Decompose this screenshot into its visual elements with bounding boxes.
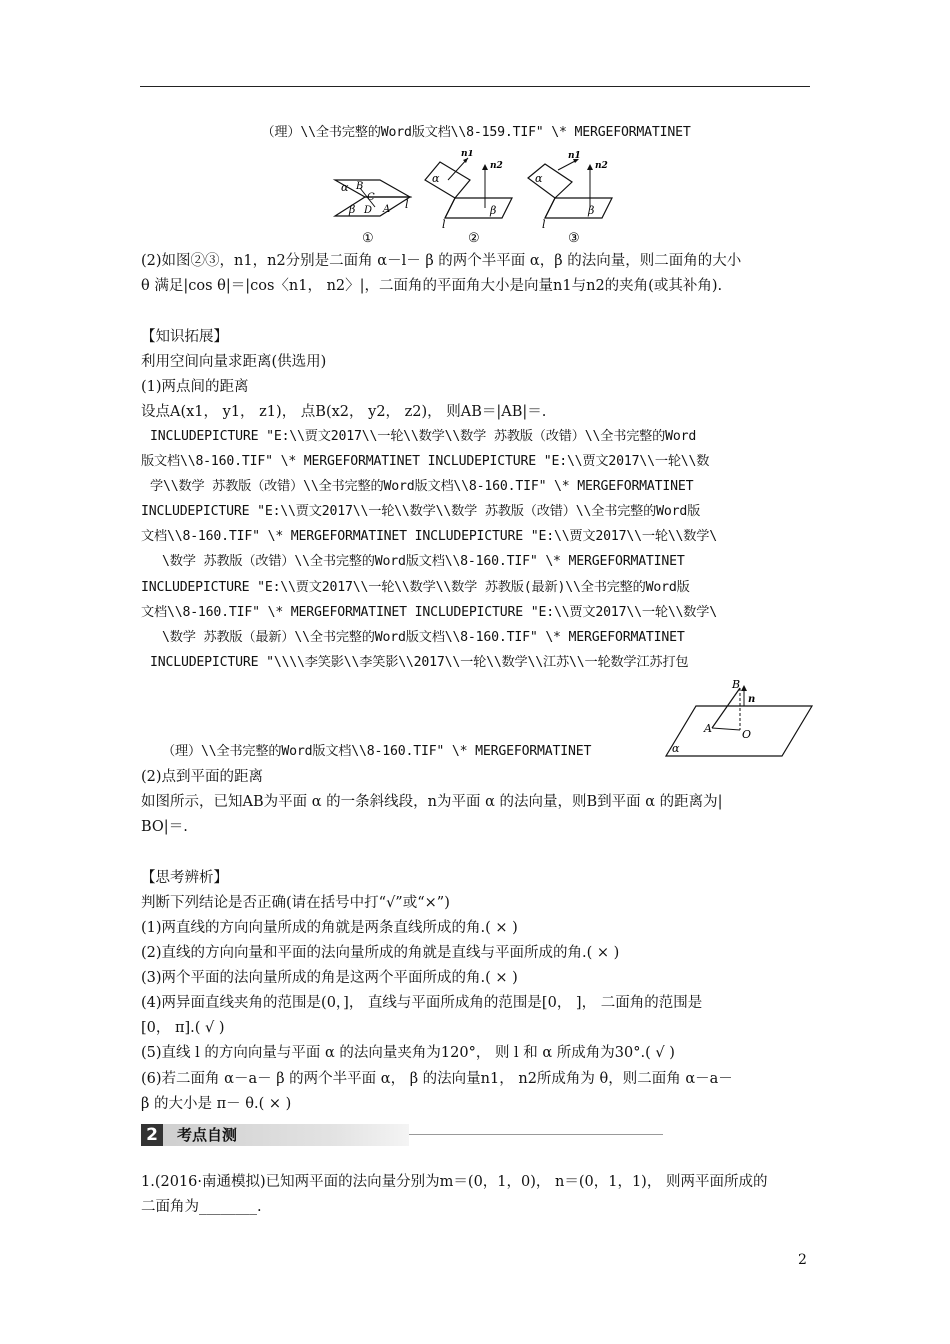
think-line-5: (4)两异面直线夹角的范围是(0，]， 直线与平面所成角的范围是[0， ]， 二面角的范围是 [141, 995, 703, 1011]
section-number: 2 [141, 1124, 163, 1146]
dist-line-3: BO|＝. [141, 819, 188, 835]
fig160-label-O: O [742, 728, 752, 741]
think-line-1: 判断下列结论是否正确(请在括号中打“√”或“×”) [141, 895, 450, 911]
fig3-label-n2: n2 [595, 161, 608, 171]
section-rule [409, 1134, 663, 1135]
fig2-number: ② [468, 231, 480, 246]
page-number: 2 [798, 1252, 807, 1268]
figure-3 [528, 151, 612, 246]
think-line-7: (5)直线 l 的方向向量与平面 α 的法向量夹角为120°， 则 l 和 α 所成角为30°.( √ ) [141, 1045, 675, 1061]
include-line-5: 文档\\8-160.TIF" \* MERGEFORMATINET INCLUDEPICTURE "E:\\贾文2017\\一轮\\数学\ [141, 529, 718, 544]
fig1-label-alpha: α [341, 181, 349, 194]
fig1-label-A: A [383, 204, 391, 215]
fig2-label-n1: n1 [461, 150, 474, 159]
think-line-9: β 的大小是 π－ θ.( × ) [141, 1096, 292, 1112]
fig160-label-B: B [732, 678, 741, 691]
fig3-label-n1: n1 [568, 151, 581, 161]
fig2-label-beta: β [490, 204, 497, 217]
para2-line-2: θ 满足|cos θ|＝|cos〈n1， n2〉|，二面角的平面角大小是向量n1与n2的夹角(或其补角). [141, 278, 723, 294]
include-line-10: INCLUDEPICTURE "\\\\李笑影\\李笑影\\2017\\一轮\\数学\\江苏\\一轮数学江苏打包 [150, 655, 689, 670]
ext-line-1: 利用空间向量求距离(供选用) [141, 354, 327, 370]
include-line-6: \数学 苏教版（改错）\\全书完整的Word版文档\\8-160.TIF" \* MERGEFORMATINET [162, 554, 685, 569]
dihedral-figures [330, 150, 630, 248]
think-title: 【思考辨析】 [141, 870, 228, 886]
fig3-number: ③ [568, 231, 580, 246]
ext-line-3: 设点A(x1， y1， z1)， 点B(x2， y2， z2)， 则AB＝|AB|＝. [141, 404, 547, 420]
include-tail: （理）\\全书完整的Word版文档\\8-160.TIF" \* MERGEFORMATINET [162, 744, 592, 759]
fig1-label-beta: β [349, 203, 356, 216]
fig1-label-l: l [405, 198, 409, 211]
fig160-label-A: A [704, 722, 712, 735]
include-line-2: 版文档\\8-160.TIF" \* MERGEFORMATINET INCLUDEPICTURE "E:\\贾文2017\\一轮\\数 [141, 454, 710, 469]
fig1-label-C: C [367, 192, 375, 203]
include-line-7: INCLUDEPICTURE "E:\\贾文2017\\一轮\\数学\\数学 苏教版(最新)\\全书完整的Word版 [141, 580, 690, 595]
think-line-3: (2)直线的方向向量和平面的法向量所成的角就是直线与平面所成的角.( × ) [141, 945, 620, 961]
header-ref: （理）\\全书完整的Word版文档\\8-159.TIF" \* MERGEFORMATINET [261, 125, 691, 140]
fig1-number: ① [362, 231, 374, 246]
fig3-label-beta: β [588, 204, 595, 217]
fig2-label-n2: n2 [490, 161, 503, 171]
question-1-line-2: 二面角为________. [141, 1199, 262, 1215]
question-1-line-1: 1.(2016·南通模拟)已知两平面的法向量分别为m＝(0，1，0)， n＝(0，1，1)， 则两平面所成的 [141, 1174, 768, 1190]
think-line-8: (6)若二面角 α－a－ β 的两个半平面 α， β 的法向量n1， n2所成角为 θ，则二面角 α－a－ [141, 1071, 733, 1087]
think-line-6: [0， π].( √ ) [141, 1020, 225, 1036]
dist-line-1: (2)点到平面的距离 [141, 769, 264, 785]
fig160-label-n: n [748, 694, 756, 705]
header-rule [140, 86, 810, 87]
include-line-1: INCLUDEPICTURE "E:\\贾文2017\\一轮\\数学\\数学 苏教版（改错）\\全书完整的Word [150, 429, 697, 444]
include-line-8: 文档\\8-160.TIF" \* MERGEFORMATINET INCLUDEPICTURE "E:\\贾文2017\\一轮\\数学\ [141, 605, 718, 620]
include-line-9: \数学 苏教版（最新）\\全书完整的Word版文档\\8-160.TIF" \* MERGEFORMATINET [162, 630, 685, 645]
fig1-label-D: D [364, 205, 373, 216]
include-line-3: 学\\数学 苏教版（改错）\\全书完整的Word版文档\\8-160.TIF" \* MERGEFORMATINET [150, 479, 694, 494]
figure-2 [425, 150, 512, 246]
fig3-label-l: l [542, 218, 546, 231]
dist-line-2: 如图所示，已知AB为平面 α 的一条斜线段，n为平面 α 的法向量，则B到平面 α 的距离为| [141, 794, 723, 810]
ext-line-2: (1)两点间的距离 [141, 379, 249, 395]
para2-line-1: (2)如图②③，n1，n2分别是二面角 α－l－ β 的两个半平面 α，β 的法向量，则二面角的大小 [141, 253, 742, 269]
include-line-4: INCLUDEPICTURE "E:\\贾文2017\\一轮\\数学\\数学 苏教版（改错）\\全书完整的Word版 [141, 504, 701, 519]
fig160-label-alpha: α [672, 742, 680, 755]
fig1-label-B: B [356, 181, 364, 192]
think-line-4: (3)两个平面的法向量所成的角是这两个平面所成的角.( × ) [141, 970, 518, 986]
figure-1 [335, 180, 410, 246]
section-title: 考点自测 [163, 1124, 409, 1146]
fig2-label-l: l [442, 218, 446, 231]
fig3-label-alpha: α [535, 172, 543, 185]
think-line-2: (1)两直线的方向向量所成的角就是两条直线所成的角.( × ) [141, 920, 518, 936]
fig2-label-alpha: α [432, 172, 440, 185]
section-header [141, 1124, 523, 1146]
ext-title: 【知识拓展】 [141, 329, 228, 345]
